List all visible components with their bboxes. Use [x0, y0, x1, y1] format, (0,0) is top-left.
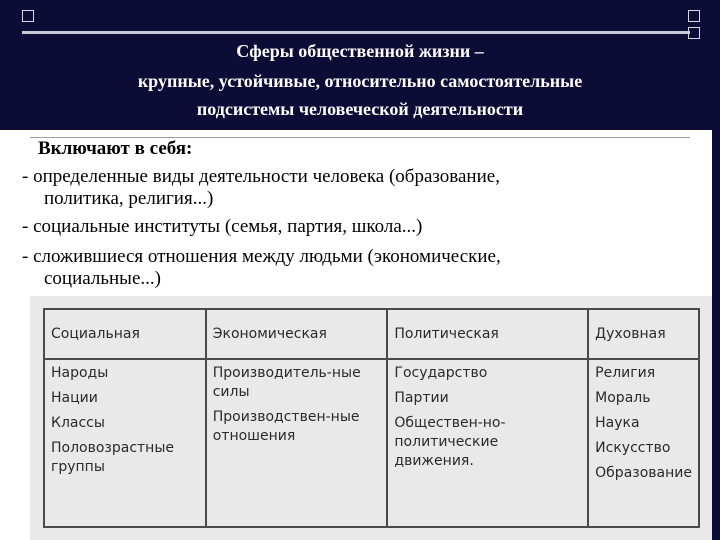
cell-item: Классы — [51, 415, 105, 431]
table-cell-economic — [206, 359, 388, 527]
table-image — [30, 296, 712, 540]
cell-item: Народы — [51, 365, 109, 381]
list-item-line: - определенные виды деятельности человека (образование, — [22, 166, 500, 187]
cell-item: Производитель-ные силы — [212, 365, 361, 400]
cell-item: Государство — [394, 365, 488, 381]
cell-item: Религия — [595, 365, 656, 381]
cell-item: Искусство — [595, 440, 671, 456]
cell-item: Половозрастные группы — [51, 440, 175, 475]
cell-item: Образование — [595, 465, 692, 481]
spheres-table — [43, 308, 700, 528]
header-rule — [22, 31, 690, 34]
square-icon — [688, 27, 700, 39]
table-row — [44, 359, 699, 527]
cell-item: Нации — [51, 390, 98, 406]
includes-heading: Включают в себя: — [38, 138, 193, 159]
column-header: Экономическая — [206, 309, 388, 359]
column-header: Духовная — [588, 309, 699, 359]
square-icon — [22, 10, 34, 22]
table-cell-spiritual — [588, 359, 699, 527]
column-header: Социальная — [44, 309, 206, 359]
cell-item: Мораль — [595, 390, 651, 406]
slide-header — [0, 0, 720, 130]
cell-item: Наука — [595, 415, 640, 431]
square-icon — [688, 10, 700, 22]
title-line-1: Сферы общественной жизни – — [236, 41, 484, 61]
decorative-bar — [712, 130, 720, 540]
column-header: Политическая — [387, 309, 588, 359]
title-line-2: крупные, устойчивые, относительно самостоятельные — [137, 71, 583, 91]
title-line-3: подсистемы человеческой деятельности — [196, 99, 524, 119]
cell-item: Обществен-но-политические движения. — [394, 415, 506, 469]
list-item — [22, 166, 662, 210]
list-item-line: социальные...) — [44, 268, 161, 289]
list-item-line: - социальные институты (семья, партия, школа...) — [22, 216, 423, 237]
table-header-row — [44, 309, 699, 359]
list-item — [22, 246, 662, 290]
table-cell-political — [387, 359, 588, 527]
cell-item: Производствен-ные отношения — [212, 409, 360, 444]
table-cell-social — [44, 359, 206, 527]
cell-item: Партии — [394, 390, 449, 406]
list-item — [22, 216, 662, 238]
list-item-line: политика, религия...) — [44, 188, 214, 209]
list-item-line: - сложившиеся отношения между людьми (экономические, — [22, 246, 501, 267]
